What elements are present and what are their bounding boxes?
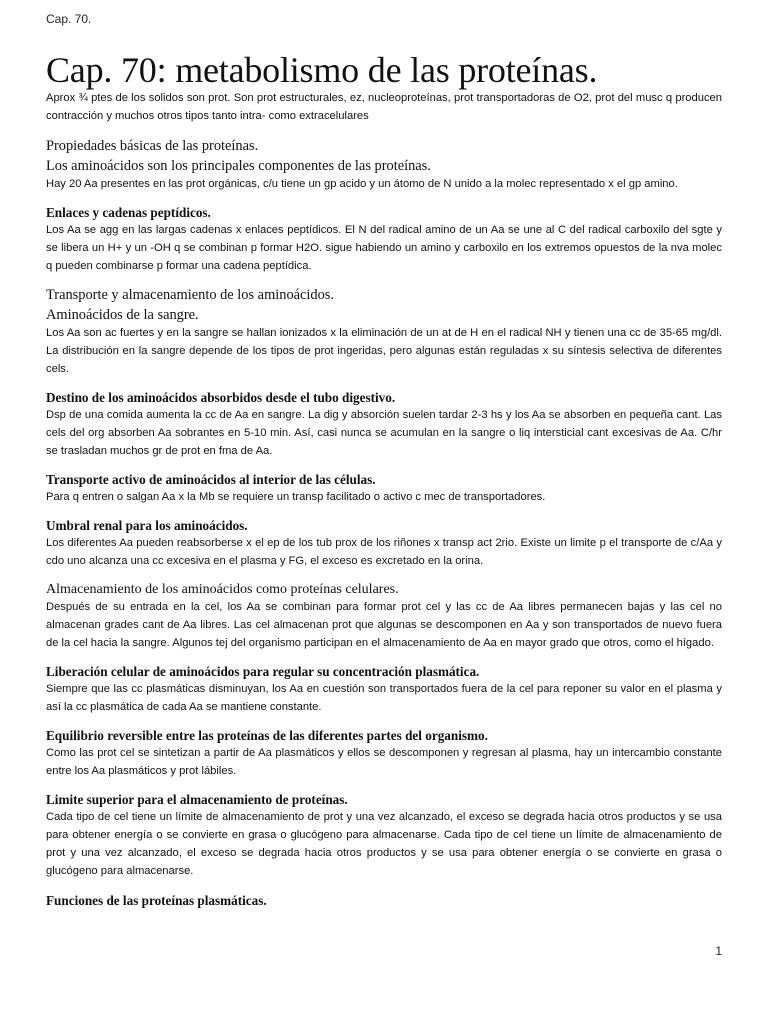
section-text-destino-aminoacidos: Dsp de una comida aumenta la cc de Aa en sangre. La dig y absorción suelen tardar 2-3 hs y los Aa se absorben en pequeña cant. Las cels del org absorben Aa sobrantes en 5-10 min. Así, casi nunca se acumulan en la sangre o liq intersticial cant excesivas de Aa. C/hr se trasladan muchos gr de prot en fma de Aa. <box>46 409 722 457</box>
section-text-limite-superior: Cada tipo de cel tiene un límite de almacenamiento de prot y una vez alcanzado, el exceso se degrada hacia otros productos y se usa para obtener energía o se convierte en grasa o glucógeno para almacenarse. Cada tipo de cel tiene un límite de almacenamiento de prot y una vez alcanzado, el exceso se degrada hacia otros productos y se usa para obtener energía o se convierte en grasa o glucógeno para almacenarse. <box>46 811 722 877</box>
section-heading-equilibrio-reversible: Equilibrio reversible entre las proteínas de las diferentes partes del organismo. <box>46 728 488 743</box>
section-text-aminoacidos-componentes: Hay 20 Aa presentes en las prot orgánicas, c/u tiene un gp acido y un átomo de N unido a la molec representado x el gp amino. <box>46 178 678 190</box>
section-text-equilibrio-reversible: Como las prot cel se sintetizan a partir de Aa plasmáticos y ellos se descomponen y regresan al plasma, hay un intercambio constante entre los Aa plasmáticos y prot lábiles. <box>46 747 722 777</box>
section-heading-umbral-renal: Umbral renal para los aminoácidos. <box>46 518 248 533</box>
section-text-aminoacidos-sangre: Los Aa son ac fuertes y en la sangre se hallan ionizados x la eliminación de un at de H en el radical NH y tienen una cc de 35-65 mg/dl. La distribución en la sangre depende de los tipos de prot ingeridas, pero algunas están reguladas x su síntesis selectiva de diferentes cels. <box>46 327 722 375</box>
section-text-transporte-activo: Para q entren o salgan Aa x la Mb se requiere un transp facilitado o activo c mec de transportadores. <box>46 491 546 503</box>
section-heading-destino-aminoacidos: Destino de los aminoácidos absorbidos desde el tubo digestivo. <box>46 390 396 405</box>
section-heading-almacenamiento-celular: Almacenamiento de los aminoácidos como proteínas celulares. <box>46 582 399 597</box>
section-heading-aminoacidos-componentes: Los aminoácidos son los principales componentes de las proteínas. <box>46 158 431 174</box>
section-heading-transporte-activo: Transporte activo de aminoácidos al interior de las células. <box>46 472 376 487</box>
section-heading-aminoacidos-sangre: Aminoácidos de la sangre. <box>46 307 199 323</box>
section-text-enlaces-peptidicos: Los Aa se agg en las largas cadenas x enlaces peptídicos. El N del radical amino de un Aa se une al C del radical carboxilo del sgte y se libera un H+ y un -OH q se combinan p formar H2O. sigue habiendo un amino y carboxilo en los extremos opuestos de la nva molec q pueden combinarse p formar una cadena peptídica. <box>46 224 722 272</box>
running-header: Cap. 70. <box>46 12 92 26</box>
page-title: Cap. 70: metabolismo de las proteínas. <box>46 50 598 90</box>
section-heading-funciones-plasmaticas: Funciones de las proteínas plasmáticas. <box>46 893 267 908</box>
section-heading-transporte-almacenamiento: Transporte y almacenamiento de los aminoácidos. <box>46 287 335 303</box>
section-heading-enlaces-peptidicos: Enlaces y cadenas peptídicos. <box>46 205 211 220</box>
section-text-liberacion-celular: Siempre que las cc plasmáticas disminuyan, los Aa en cuestión son transportados fuera de la cel para reponer su valor en el plasma y así la cc plasmática de cada Aa se mantiene constante. <box>46 683 722 713</box>
document-body <box>46 89 722 909</box>
page-number: 1 <box>715 944 722 958</box>
section-heading-propiedades: Propiedades básicas de las proteínas. <box>46 138 259 154</box>
section-text-umbral-renal: Los diferentes Aa pueden reabsorberse x el ep de los tub prox de los riñones x transp act 2rio. Existe un limite p el transporte de c/Aa y cdo uno alcanza una cc excesiva en el plasma y FG, el exceso es excretado en la orina. <box>46 537 722 567</box>
section-heading-liberacion-celular: Liberación celular de aminoácidos para regular su concentración plasmática. <box>46 664 480 679</box>
intro-paragraph: Aprox ¾ ptes de los solidos son prot. Son prot estructurales, ez, nucleoproteínas, prot transportadoras de O2, prot del musc q producen contracción y muchos otros tipos tanto intra- como extracelulares <box>46 92 722 122</box>
section-text-almacenamiento-celular: Después de su entrada en la cel, los Aa se combinan para formar prot cel y las cc de Aa libres permanecen bajas y las cel no almacenan grades cant de Aa libres. Las cel almacenan prot que algunas se descomponen en Aa y son transportados de nuevo fuera de la cel hacia la sangre. Algunos tej del organismo participan en el almacenamiento de Aa en mayor grado que otros, como el hígado. <box>46 601 722 649</box>
section-heading-limite-superior: Limite superior para el almacenamiento de proteínas. <box>46 792 348 807</box>
